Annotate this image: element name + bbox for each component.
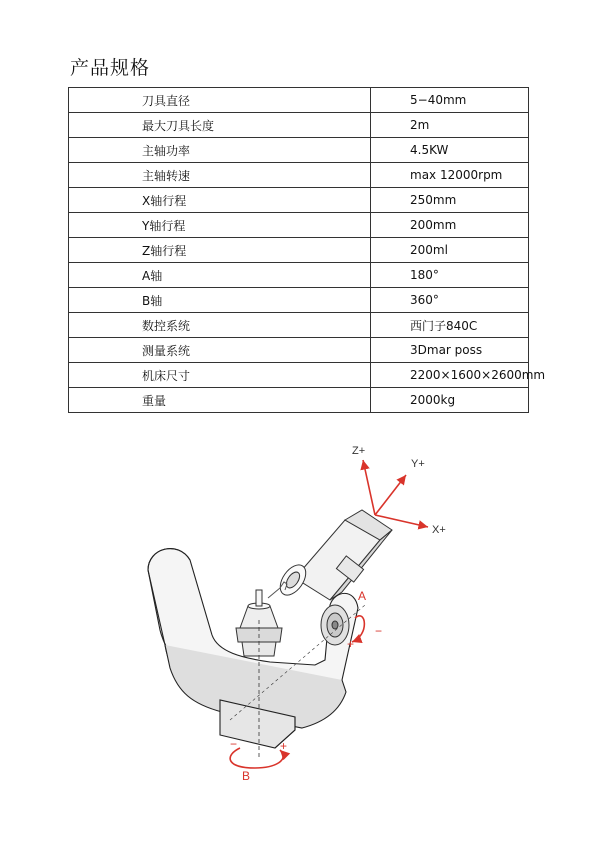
spec-value: 250mm [371, 188, 529, 213]
spec-label: 主轴功率 [69, 138, 371, 163]
page-title: 产品规格 [70, 57, 151, 79]
rotary-hub [321, 605, 349, 645]
spec-label: A轴 [69, 263, 371, 288]
spec-value: 2m [371, 113, 529, 138]
spec-label: Z轴行程 [69, 238, 371, 263]
spec-row [69, 213, 529, 238]
spec-label: 刀具直径 [69, 88, 371, 113]
b-rotation-arrow [230, 748, 283, 768]
spec-label: Y轴行程 [69, 213, 371, 238]
y-axis-label: Y+ [411, 458, 425, 470]
spec-value: 5−40mm [371, 88, 529, 113]
spec-value: 200mm [371, 213, 529, 238]
spec-row [69, 88, 529, 113]
spec-value: 4.5KW [371, 138, 529, 163]
spec-table [68, 87, 546, 413]
spec-value: 2000kg [371, 388, 529, 413]
spec-row [69, 138, 529, 163]
spindle-motor [275, 510, 392, 600]
spec-row [69, 313, 529, 338]
z-axis-label: Z+ [352, 445, 366, 457]
spec-value: 2200×1600×2600mm [371, 363, 529, 388]
spec-row [69, 388, 529, 413]
spec-row [69, 288, 529, 313]
a-rotation-plus: + [347, 637, 355, 651]
spec-row [69, 188, 529, 213]
spec-label: 最大刀具长度 [69, 113, 371, 138]
spec-row [69, 113, 529, 138]
spec-value: max 12000rpm [371, 163, 529, 188]
spec-row [69, 238, 529, 263]
b-rotation-label: B [242, 769, 251, 783]
spec-value: 200ml [371, 238, 529, 263]
spec-row [69, 363, 529, 388]
spec-label: X轴行程 [69, 188, 371, 213]
machine-head-diagram [130, 430, 470, 790]
spec-value: 3Dmar poss [371, 338, 529, 363]
spec-row [69, 263, 529, 288]
spec-label: 测量系统 [69, 338, 371, 363]
tool-holder [236, 582, 287, 656]
spec-label: 主轴转速 [69, 163, 371, 188]
spec-label: B轴 [69, 288, 371, 313]
spec-row [69, 163, 529, 188]
spec-label: 数控系统 [69, 313, 371, 338]
x-axis-label: X+ [432, 524, 446, 536]
b-rotation-minus: − [230, 737, 238, 751]
spec-value: 180° [371, 263, 529, 288]
a-rotation-minus: − [375, 624, 383, 638]
a-rotation-label: A [358, 589, 367, 603]
spec-label: 重量 [69, 388, 371, 413]
spec-value: 360° [371, 288, 529, 313]
spec-row [69, 338, 529, 363]
spec-label: 机床尺寸 [69, 363, 371, 388]
b-rotation-plus: + [280, 739, 288, 753]
spec-value: 西门子840C [371, 313, 529, 338]
